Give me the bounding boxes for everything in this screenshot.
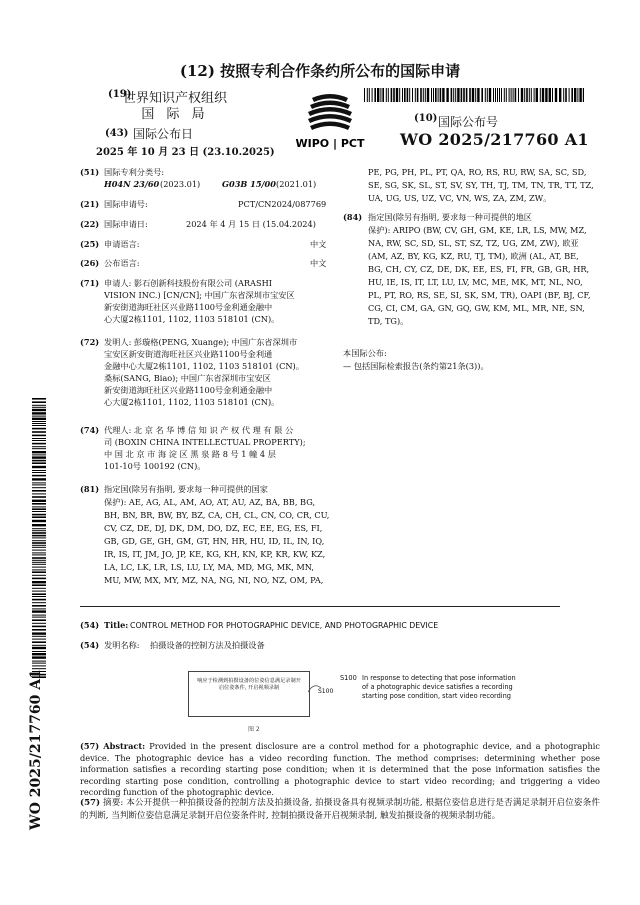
barcode-bar (457, 88, 459, 102)
barcode-bar (32, 490, 46, 492)
f84-line: (AM, AZ, BY, KG, KZ, RU, TJ, TM), 欧洲 (AL, AT, BE, (368, 251, 579, 261)
barcode-bar (487, 88, 488, 102)
f84-line: NA, RW, SC, SD, SL, ST, SZ, TZ, UG, ZM, ZW), 欧亚 (368, 238, 579, 248)
abstract-cn (80, 797, 600, 823)
barcode-bar (32, 438, 46, 439)
f71-line: 申请人: 影石创新科技股份有限公司 (ARASHI (104, 278, 272, 288)
barcode-bar (489, 88, 491, 102)
barcode-bar (32, 425, 46, 426)
barcode-bar (32, 575, 46, 576)
barcode-bar (32, 462, 46, 464)
barcode-bar (511, 88, 512, 102)
barcode-bar (32, 487, 46, 488)
barcode-bar (506, 88, 507, 102)
abstract-cn-label: 摘要: (102, 798, 124, 808)
barcode-bar (571, 88, 573, 102)
f72-line: 宝安区新安街道海旺社区兴业路1100号金利通 (104, 349, 273, 359)
barcode-bar (412, 88, 413, 102)
f25-code: (25) (80, 239, 100, 249)
f72-line: 金融中心大厦2栋1101, 1102, 1103 518101 (CN)。 (104, 361, 304, 371)
barcode-bar (382, 88, 384, 102)
barcode-bar (438, 88, 439, 102)
barcode-bar (32, 418, 46, 420)
f22-label: 国际申请日: (104, 219, 148, 229)
barcode-bar (518, 88, 519, 102)
f26-code: (26) (80, 258, 100, 268)
barcode-bar (583, 88, 584, 102)
abstract-cn-text: 本公开提供一种拍摄设备的控制方法及拍摄设备, 拍摄设备具有视频录制功能, 根据位姿信息进行是否满足录制开启位姿条件的判断, 当判断位姿信息满足录制开启位姿条件时, 控制拍摄设备开启视频录制, 触发拍摄设备的视频录制功能。 (80, 798, 600, 821)
f71-line: VISION INC.) [CN/CN]; 中国广东省深圳市宝安区 (104, 290, 295, 300)
figure-step-number: S100 (318, 688, 334, 695)
barcode-bar (386, 88, 387, 102)
f81-code: (81) (80, 484, 100, 494)
barcode-bar (442, 88, 444, 102)
barcode-bar (453, 88, 454, 102)
f21-value: PCT/CN2024/087769 (238, 199, 327, 209)
barcode-bar (540, 88, 541, 102)
f81-cont-line: PE, PG, PH, PL, PT, QA, RO, RS, RU, RW, SA, SC, SD, (368, 167, 587, 177)
barcode-bar (417, 88, 419, 102)
barcode-bar (32, 632, 46, 634)
barcode-bar (393, 88, 395, 102)
barcode-bar (32, 578, 46, 580)
barcode-bar (32, 500, 46, 502)
barcode-bar (477, 88, 479, 102)
barcode-bar (463, 88, 465, 102)
barcode-bar (32, 591, 46, 592)
barcode-bar (32, 478, 46, 480)
f51-class1: H04N 23/60 (104, 179, 160, 189)
pubno-label: 国际公布号 (438, 115, 499, 129)
f26-value: 中文 (310, 258, 327, 268)
barcode-bar (579, 88, 581, 102)
barcode-bar (32, 493, 46, 494)
barcode-bar (32, 407, 46, 408)
f81-line: BH, BN, BR, BW, BY, BZ, CA, CH, CL, CN, CO, CR, CU, (104, 510, 330, 520)
barcode-bar (529, 88, 530, 102)
barcode-bar (32, 421, 46, 422)
f25-value: 中文 (310, 239, 327, 249)
barcode-bar (32, 588, 46, 589)
barcode-bar (469, 88, 471, 102)
barcode-bar (32, 496, 46, 498)
barcode-bar (549, 88, 551, 102)
barcode-bar (415, 88, 416, 102)
abstract (80, 741, 600, 799)
barcode-bar (435, 88, 437, 102)
barcode-bar (364, 88, 365, 102)
barcode-bar (32, 475, 46, 477)
f74-line: 中 国 北 京 市 海 淀 区 黑 泉 路 8 号 1 幢 4 层 (104, 449, 276, 459)
f72-line: 心大厦2栋1101, 1102, 1103 518101 (CN)。 (104, 397, 280, 407)
barcode-bar (32, 511, 46, 512)
barcode-bar (32, 508, 46, 510)
barcode-bar (431, 88, 432, 102)
barcode-bar (563, 88, 564, 102)
barcode-bar (32, 608, 46, 609)
organization-name: 世界知识产权组织 (122, 91, 227, 106)
barcode-bar (32, 524, 46, 526)
barcode-bar (402, 88, 403, 102)
barcode-bar (32, 470, 46, 471)
f51-date2: (2021.01) (276, 179, 317, 189)
f84-line: TD, TG)。 (368, 316, 409, 326)
barcode-bar (501, 88, 502, 102)
f51-class2: G03B 15/00 (222, 179, 276, 189)
barcode-bar (32, 537, 46, 538)
f72-line: 发明人: 彭璇格(PENG, Xuange); 中国广东省深圳市 (104, 337, 298, 347)
abstract-label: Abstract: (103, 741, 146, 751)
barcode-bar (32, 401, 46, 403)
barcode-bar (32, 443, 46, 445)
barcode-bar (569, 88, 570, 102)
f81-line: 指定国(除另有指明, 要求每一种可提供的国家 (104, 484, 268, 494)
f74-line: 代理人: 北 京 名 华 博 信 知 识 产 权 代 理 有 限 公 (104, 425, 294, 435)
barcode-bar (32, 530, 46, 531)
pubdate-label: 国际公布日 (133, 127, 194, 141)
abstract-text: Provided in the present disclosure are a control method for a photographic device, and a photographic device. The photographic device has a video recording function. The method comprises: determining whether pose information satisfies a recording starting pose condition; when it is determined that the pose information satisfies the recording starting pose condition, controlling a photographic device to start video recording; and triggering a video recording function of the photographic device. (80, 741, 600, 798)
barcode-bar (32, 656, 46, 658)
side-publication-number: WO 2025/217760 A1 (28, 669, 44, 830)
barcode-bar (32, 542, 46, 544)
barcode-bar (32, 567, 46, 568)
f74-line: 司 (BOXIN CHINA INTELLECTUAL PROPERTY); (104, 437, 306, 447)
f22-value: 2024 年 4 月 15 日 (15.04.2024) (186, 219, 316, 229)
title-cn-label: 发明名称: (104, 640, 140, 650)
barcode-bar (32, 647, 46, 649)
barcode-bar (32, 639, 46, 640)
barcode-bar (32, 482, 46, 483)
barcode-bar (32, 514, 46, 516)
title-value: CONTROL METHOD FOR PHOTOGRAPHIC DEVICE, AND PHOTOGRAPHIC DEVICE (130, 621, 439, 630)
f21-label: 国际申请号: (104, 199, 148, 209)
barcode-bar (32, 641, 46, 643)
barcode-bar (32, 472, 46, 473)
barcode-bar (446, 88, 448, 102)
barcode-bar (536, 88, 538, 102)
barcode-bar (32, 528, 46, 529)
barcode-bar (367, 88, 368, 102)
figure-label: S100 (340, 674, 357, 682)
barcode-bar (32, 484, 46, 485)
barcode-bar (32, 610, 46, 612)
barcode-bar (509, 88, 510, 102)
barcode-bar (32, 665, 46, 666)
barcode-bar (524, 88, 525, 102)
barcode-bar (534, 88, 535, 102)
barcode-bar (380, 88, 381, 102)
barcode-bar (32, 550, 46, 551)
f81-line: IR, IS, IT, JM, JO, JP, KE, KG, KH, KN, KP, KR, KW, KZ, (104, 549, 326, 559)
f81-line: GB, GD, GE, GH, GM, GT, HN, HR, HU, ID, IL, IN, IQ, (104, 536, 325, 546)
barcode-bar (497, 88, 498, 102)
barcode-bar (407, 88, 409, 102)
barcode-bar (32, 431, 46, 433)
f26-label: 公布语言: (104, 258, 140, 268)
f81-line: LA, LC, LK, LR, LS, LU, LY, MA, MD, MG, MK, MN, (104, 562, 315, 572)
barcode-bar (420, 88, 422, 102)
barcode-bar (32, 446, 46, 447)
barcode-bar (32, 552, 46, 553)
barcode-bar (32, 409, 46, 411)
barcode-bar (559, 88, 561, 102)
barcode-bar (32, 602, 46, 603)
barcode-bar (32, 564, 46, 565)
pubno-code: (10) (414, 113, 438, 124)
barcode-side (32, 398, 46, 678)
barcode-bar (495, 88, 496, 102)
f81-cont-line: SE, SG, SK, SL, ST, SV, SY, TH, TJ, TM, TN, TR, TT, TZ, (368, 180, 594, 190)
barcode-bar (451, 88, 453, 102)
barcode-bar (32, 416, 46, 417)
barcode-bar (577, 88, 578, 102)
barcode-bar (542, 88, 544, 102)
barcode-bar (515, 88, 517, 102)
logo-text: WIPO | PCT (295, 137, 365, 150)
barcode-bar (32, 569, 46, 570)
f72-code: (72) (80, 337, 100, 347)
barcode-bar (396, 88, 398, 102)
f81-line: CV, CZ, DE, DJ, DK, DM, DO, DZ, EC, EE, EG, ES, FI, (104, 523, 323, 533)
barcode-bar (552, 88, 553, 102)
barcode-bar (369, 88, 370, 102)
barcode-bar (32, 651, 46, 652)
title-label: Title: (104, 620, 129, 630)
f74-code: (74) (80, 425, 100, 435)
f84-line: CG, CI, CM, GA, GN, GQ, GW, KM, ML, MR, NE, SN, (368, 303, 585, 313)
barcode-bar (32, 653, 46, 655)
barcode-bar (425, 88, 426, 102)
barcode-bar (32, 454, 46, 455)
barcode-bar (32, 466, 46, 468)
barcode-bar (32, 636, 46, 637)
barcode-bar (32, 520, 46, 522)
barcode-bar (32, 435, 46, 437)
barcode-bar (427, 88, 429, 102)
barcode-bar (404, 88, 406, 102)
barcode-bar (32, 428, 46, 430)
office-name: 国 际 局 (141, 107, 209, 122)
barcode-bar (32, 615, 46, 616)
f81-line: 保护): AE, AG, AL, AM, AO, AT, AU, AZ, BA, BB, BG, (104, 497, 316, 507)
title-cn-value: 拍摄设备的控制方法及拍摄设备 (150, 640, 265, 650)
f84-code: (84) (343, 212, 363, 222)
barcode-bar (481, 88, 483, 102)
barcode-bar (32, 629, 46, 631)
wipo-logo (290, 90, 370, 152)
document-type-title: (12) 按照专利合作条约所公布的国际申请 (179, 62, 461, 80)
barcode-bar (32, 663, 46, 664)
barcode-bar (461, 88, 463, 102)
barcode-bar (32, 571, 46, 573)
f22-code: (22) (80, 219, 100, 229)
f84-line: BG, CH, CY, CZ, DE, DK, EE, ES, FI, FR, GB, GR, HR, (368, 264, 590, 274)
barcode-bar (32, 456, 46, 458)
barcode-bar (32, 619, 46, 621)
barcode-bar (32, 535, 46, 537)
barcode-bar (423, 88, 424, 102)
barcode-bar (504, 88, 505, 102)
barcode-bar (433, 88, 434, 102)
barcode-bar (32, 581, 46, 583)
barcode-bar (32, 547, 46, 548)
figure-description: In response to detecting that pose information of a photographic device satisfies a recording starting pose condition, start video recording (362, 674, 516, 701)
barcode-bar (32, 661, 46, 662)
f71-line: 新安街道海旺社区兴业路1100号金利通金融中 (104, 302, 273, 312)
separator (80, 606, 560, 607)
barcode-bar (499, 88, 500, 102)
f51-date1: (2023.01) (160, 179, 201, 189)
barcode-bar (455, 88, 456, 102)
barcode-top (364, 88, 584, 102)
f84-line: HU, IE, IS, IT, LT, LU, LV, MC, ME, MK, MT, NL, NO, (368, 277, 583, 287)
barcode-bar (466, 88, 468, 102)
barcode-bar (526, 88, 528, 102)
f51-label: 国际专利分类号: (104, 167, 165, 177)
barcode-bar (485, 88, 486, 102)
f71-line: 心大厦2栋1101, 1102, 1103 518101 (CN)。 (104, 314, 280, 324)
f25-label: 申请语言: (104, 239, 140, 249)
barcode-bar (521, 88, 523, 102)
barcode-bar (475, 88, 476, 102)
barcode-bar (32, 626, 46, 628)
barcode-bar (513, 88, 514, 102)
barcode-bar (32, 532, 46, 534)
barcode-bar (32, 560, 46, 561)
barcode-bar (32, 557, 46, 559)
pubdate-code: (43) (105, 128, 129, 139)
f84-line: PL, PT, RO, RS, SE, SI, SK, SM, TR), OAPI (BF, BJ, CF, (368, 290, 591, 300)
barcode-bar (32, 562, 46, 563)
barcode-bar (32, 584, 46, 586)
barcode-bar (555, 88, 557, 102)
barcode-bar (409, 88, 410, 102)
barcode-bar (377, 88, 379, 102)
barcode-bar (440, 88, 442, 102)
barcode-bar (32, 596, 46, 597)
f72-line: 桑标(SANG, Biao); 中国广东省深圳市宝安区 (104, 373, 271, 383)
barcode-bar (32, 503, 46, 505)
barcode-bar (32, 405, 46, 406)
barcode-bar (493, 88, 494, 102)
f74-line: 101-10号 100192 (CN)。 (104, 461, 206, 471)
publication-number: WO 2025/217760 A1 (400, 130, 589, 149)
f72-line: 新安街道海旺社区兴业路1100号金利通金融中 (104, 385, 273, 395)
barcode-bar (399, 88, 400, 102)
abstract-cn-code: (57) (80, 798, 101, 808)
f81-cont-line: UA, UG, US, UZ, VC, VN, WS, ZA, ZM, ZW。 (368, 193, 552, 203)
barcode-bar (565, 88, 567, 102)
barcode-bar (32, 645, 46, 646)
barcode-bar (472, 88, 474, 102)
barcode-bar (531, 88, 532, 102)
barcode-bar (32, 506, 46, 507)
published-label: 本国际公布: (343, 348, 387, 358)
barcode-bar (32, 554, 46, 555)
barcode-bar (32, 412, 46, 414)
title-cn-code: (54) (80, 640, 100, 650)
barcode-bar (545, 88, 547, 102)
barcode-bar (372, 88, 373, 102)
barcode-bar (32, 398, 46, 400)
title-code: (54) (80, 620, 100, 630)
f84-line: 指定国(除另有指明, 要求每一种可提供的地区 (368, 212, 532, 222)
barcode-bar (32, 545, 46, 546)
barcode-bar (32, 460, 46, 462)
barcode-bar (32, 593, 46, 595)
f71-code: (71) (80, 278, 100, 288)
f21-code: (21) (80, 199, 100, 209)
barcode-bar (574, 88, 576, 102)
f51-code: (51) (80, 167, 100, 177)
barcode-bar (32, 440, 46, 441)
barcode-bar (388, 88, 389, 102)
barcode-bar (32, 605, 46, 607)
abstract-code: (57) (80, 741, 100, 751)
barcode-bar (32, 448, 46, 449)
figure-caption: 图 2 (248, 726, 260, 733)
org-code: (19) (108, 89, 132, 100)
barcode-bar (32, 423, 46, 424)
f84-line: 保护): ARIPO (BW, CV, GH, GM, KE, LR, LS, MW, MZ, (368, 225, 587, 235)
barcode-bar (32, 451, 46, 453)
barcode-bar (32, 599, 46, 601)
barcode-bar (391, 88, 393, 102)
f81-line: MU, MW, MX, MY, MZ, NA, NG, NI, NO, NZ, OM, PA, (104, 575, 324, 585)
barcode-bar (32, 623, 46, 624)
figure-box-text: 响应于检测到拍摄设备的位姿信息满足录制开启位姿条件, 开启视频录制 (197, 678, 301, 691)
barcode-bar (32, 540, 46, 541)
figure-box (188, 671, 310, 717)
barcode-bar (32, 516, 46, 518)
barcode-bar (32, 617, 46, 618)
publication-date: 2025 年 10 月 23 日 (23.10.2025) (96, 147, 275, 158)
published-item: — 包括国际检索报告(条约第21条(3))。 (343, 361, 489, 371)
barcode-bar (374, 88, 376, 102)
